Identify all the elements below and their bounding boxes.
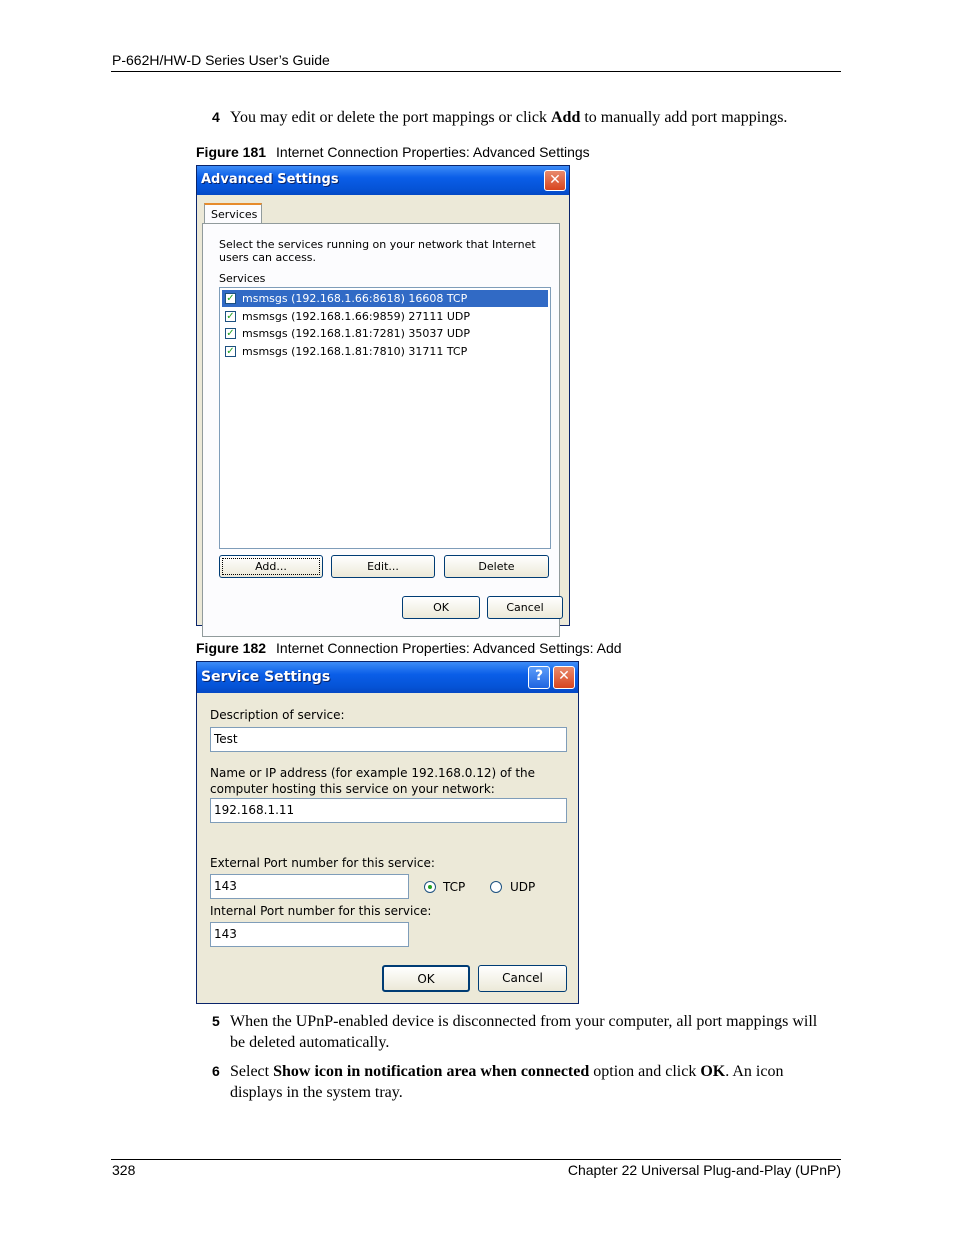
checkbox-checked[interactable]: ✓: [226, 328, 235, 339]
host-address-input[interactable]: 192.168.1.11: [210, 798, 567, 823]
ok-button[interactable]: OK: [382, 965, 470, 992]
header-divider: [111, 71, 841, 72]
dialog-title-bar[interactable]: [197, 662, 578, 693]
host-label-line: computer hosting this service on your network:: [210, 782, 495, 796]
cancel-button[interactable]: Cancel: [487, 596, 563, 619]
services-list[interactable]: [219, 287, 551, 549]
checkbox-checked[interactable]: ✓: [226, 346, 235, 357]
step-number: 6: [212, 1063, 220, 1079]
step-text-part: to manually add port mappings.: [580, 109, 788, 126]
page-header-title: P-662H/HW-D Series User’s Guide: [112, 52, 330, 68]
close-icon[interactable]: ✕: [553, 666, 575, 689]
figure-label: Figure 181: [196, 144, 267, 160]
figure-caption-text: Internet Connection Properties: Advanced Settings: Add: [276, 640, 622, 656]
service-entry-text: msmsgs (192.168.1.66:9859) 27111 UDP: [242, 310, 471, 323]
instruction-text: Select the services running on your network that Internet users can access.: [219, 238, 536, 264]
step-text-part: You may edit or delete the port mappings or click: [230, 109, 551, 126]
external-port-label: External Port number for this service:: [210, 856, 435, 870]
step-text-part: Select: [230, 1063, 274, 1080]
tab-services[interactable]: Services: [204, 203, 262, 223]
radio-selected-dot: [428, 885, 432, 889]
step-text: [230, 1061, 832, 1103]
udp-label: UDP: [510, 880, 536, 894]
step-text: When the UPnP-enabled device is disconnected from your computer, all port mappings will be deleted automatically.: [230, 1013, 818, 1051]
ok-button[interactable]: OK: [402, 596, 480, 619]
services-label: Services: [219, 272, 266, 285]
figure-label: Figure 182: [196, 640, 267, 656]
figure-182-caption: [196, 640, 622, 656]
close-icon[interactable]: ✕: [544, 170, 566, 191]
description-input[interactable]: Test: [210, 727, 567, 752]
step-number: 5: [212, 1013, 220, 1029]
udp-radio[interactable]: [490, 881, 502, 893]
internal-port-input[interactable]: 143: [210, 922, 409, 947]
step-text-part: option and click: [589, 1063, 701, 1080]
dialog-title: Service Settings: [201, 669, 331, 685]
external-port-input[interactable]: 143: [210, 874, 409, 899]
list-item[interactable]: [222, 308, 548, 325]
footer-divider: [111, 1159, 841, 1160]
step-number: 4: [212, 109, 220, 125]
advanced-settings-dialog: [196, 165, 570, 626]
service-entry-text: msmsgs (192.168.1.66:8618) 16608 TCP: [242, 292, 468, 305]
checkbox-checked[interactable]: ✓: [226, 311, 235, 322]
step-text-bold: Show icon in notification area when connected: [273, 1063, 590, 1080]
step-text: [230, 107, 832, 128]
dialog-title-bar[interactable]: [197, 166, 569, 195]
description-label: Description of service:: [210, 708, 345, 722]
service-settings-dialog: [196, 661, 579, 1004]
cancel-button[interactable]: Cancel: [478, 965, 567, 992]
help-icon[interactable]: ?: [528, 666, 550, 689]
service-entry-text: msmsgs (192.168.1.81:7810) 31711 TCP: [242, 345, 468, 358]
list-item[interactable]: [222, 325, 548, 342]
list-item[interactable]: [222, 343, 548, 360]
footer-chapter: Chapter 22 Universal Plug-and-Play (UPnP): [567, 1162, 841, 1178]
figure-caption-text: Internet Connection Properties: Advanced Settings: [276, 144, 590, 160]
checkbox-checked[interactable]: ✓: [226, 293, 235, 304]
step-4: [212, 107, 832, 128]
host-label: [210, 765, 535, 797]
step-6: [212, 1061, 832, 1103]
step-text-part: . An icon displays in the system tray.: [230, 1063, 784, 1101]
step-5: [212, 1011, 832, 1053]
tcp-label: TCP: [443, 880, 466, 894]
step-text-bold: OK: [700, 1063, 726, 1080]
service-entry-text: msmsgs (192.168.1.81:7281) 35037 UDP: [242, 327, 471, 340]
add-button[interactable]: Add...: [219, 555, 323, 578]
edit-button[interactable]: Edit...: [331, 555, 435, 578]
delete-button[interactable]: Delete: [444, 555, 549, 578]
internal-port-label: Internal Port number for this service:: [210, 904, 432, 918]
figure-181-caption: [196, 144, 590, 160]
page-number: 328: [112, 1162, 136, 1178]
tcp-radio[interactable]: [424, 881, 436, 893]
dialog-title: Advanced Settings: [201, 172, 339, 187]
step-text-bold: Add: [550, 109, 581, 126]
list-item[interactable]: [222, 290, 548, 307]
host-label-line: Name or IP address (for example 192.168.0.12) of the: [210, 766, 536, 780]
